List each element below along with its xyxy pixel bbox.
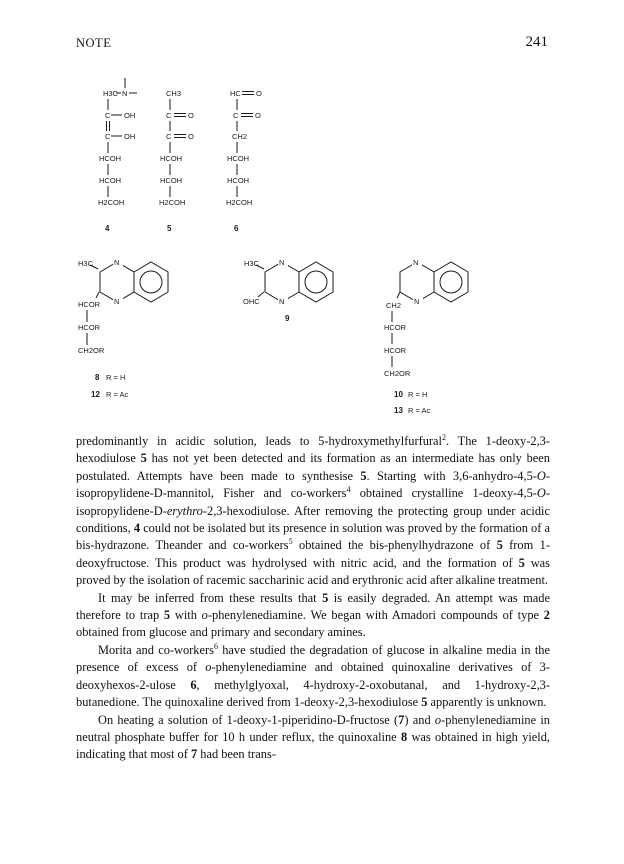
atom-label: HCOH — [227, 176, 250, 185]
atom-label: N — [114, 258, 120, 267]
substituent-definition: R = H — [408, 390, 428, 399]
atom-label: OHC — [243, 297, 260, 306]
structure-8-12 — [78, 256, 168, 399]
atom-label: H3C — [244, 259, 260, 268]
structure-9 — [243, 256, 333, 323]
compound-number-6: 6 — [234, 224, 239, 233]
atom-label: OH — [124, 111, 136, 120]
body-paragraph-1: predominantly in acidic solution, leads to 5-hydroxymethylfurfural$^2$. The 1-deoxy-2,3-hexodiulose 5 has not yet been detected and its formation as an intermediate has only been postulated. Attempts have been made to synthesise 5. Starting with 3,6-anhydro-4,5-O-isopropylidene-D-mannitol, Fisher and co-workers$^4$ obtained crystalline 1-deoxy-4,5-O-isopropylidene-D-erythro-2,3-hexodiulose. After removing the protecting group under acidic conditions, 4 could not be isolated but its presence in solution was proved by the formation of a bis-hydrazone. Theander and co-workers$^5$ obtained the bis-phenylhydrazone of 5 from 1-deoxyfructose. This product was hydrolysed with nitric acid, and the formation of 5 was proved by the isolation of racemic saccharinic acid and erythronic acid after alkaline treatment. — [76, 432, 550, 588]
atom-label: O — [255, 111, 261, 120]
running-head: NOTE — [76, 36, 112, 50]
body-paragraph-2: It may be inferred from these results that 5 is easily degraded. An attempt was made therefore to trap 5 with o-phenylenediamine. We began with Amadori compounds of type 2 obtained from glucose and primary and secondary amines. — [76, 590, 550, 640]
structure-6 — [226, 89, 262, 233]
atom-label: CH3 — [166, 89, 182, 98]
atom-label: C — [105, 111, 111, 120]
atom-label: N — [279, 297, 285, 306]
atom-label: N — [413, 258, 419, 267]
atom-label: H2COH — [159, 198, 186, 207]
atom-label: HCOH — [160, 176, 183, 185]
chemical-structures-figure — [0, 0, 624, 430]
atom-label: CH2 — [386, 301, 402, 310]
atom-label: HCOH — [227, 154, 250, 163]
structure-4 — [98, 78, 137, 233]
atom-label: OH — [124, 132, 136, 141]
substituent-definition: R = Ac — [106, 390, 129, 399]
compound-number-9: 9 — [285, 314, 290, 323]
atom-label: C — [166, 111, 172, 120]
atom-label: C — [166, 132, 172, 141]
compound-number-5: 5 — [167, 224, 172, 233]
atom-label: HCOH — [99, 176, 122, 185]
atom-label: C — [233, 111, 239, 120]
atom-label: N — [122, 89, 128, 98]
atom-label: HCOH — [99, 154, 122, 163]
atom-label: CH2OR — [384, 369, 411, 378]
atom-label: H2COH — [226, 198, 253, 207]
atom-label: HCOR — [78, 323, 101, 332]
atom-label: C — [105, 132, 111, 141]
body-paragraph-3: Morita and co-workers$^6$ have studied the degradation of glucose in alkaline media in the presence of excess of o-phenylenediamine and obtained quinoxaline derivatives of 3-deoxyhexos-2-ulose 6, methylglyoxal, 4-hydroxy-2-oxobutanal, and 1-hydroxy-2,3-butanedione. The quinoxaline derived from 1-deoxy-2,3-hexodiulose 5 apparently is unknown. — [76, 641, 550, 710]
compound-number-12: 12 — [91, 390, 100, 399]
body-text — [76, 433, 550, 764]
compound-number-13: 13 — [394, 406, 403, 415]
atom-label: HCOR — [384, 346, 407, 355]
body-paragraph-4: On heating a solution of 1-deoxy-1-piperidino-D-fructose (7) and o-phenylenediamine in neutral phosphate buffer for 10 h under reflux, the quinoxaline 8 was obtained in high yield, indicating that most of 7 had been trans- — [76, 712, 550, 762]
compound-number-8: 8 — [95, 373, 100, 382]
atom-label: H3C — [103, 89, 119, 98]
atom-label: CH2OR — [78, 346, 105, 355]
structure-5 — [159, 89, 194, 233]
atom-label: N — [114, 297, 120, 306]
page-number: 241 — [525, 34, 548, 50]
substituent-definition: R = H — [106, 373, 126, 382]
atom-label: O — [188, 111, 194, 120]
atom-label: HCOR — [78, 300, 101, 309]
compound-number-10: 10 — [394, 390, 403, 399]
compound-number-4: 4 — [105, 224, 110, 233]
substituent-definition: R = Ac — [408, 406, 431, 415]
atom-label: H2COH — [98, 198, 125, 207]
atom-label: O — [256, 89, 262, 98]
atom-label: HCOR — [384, 323, 407, 332]
atom-label: N — [279, 258, 285, 267]
atom-label: N — [414, 297, 420, 306]
atom-label: CH2 — [232, 132, 248, 141]
atom-label: H3C — [78, 259, 94, 268]
atom-label: HC — [230, 89, 241, 98]
atom-label: O — [188, 132, 194, 141]
structure-10-13 — [384, 256, 468, 415]
atom-label: HCOH — [160, 154, 183, 163]
